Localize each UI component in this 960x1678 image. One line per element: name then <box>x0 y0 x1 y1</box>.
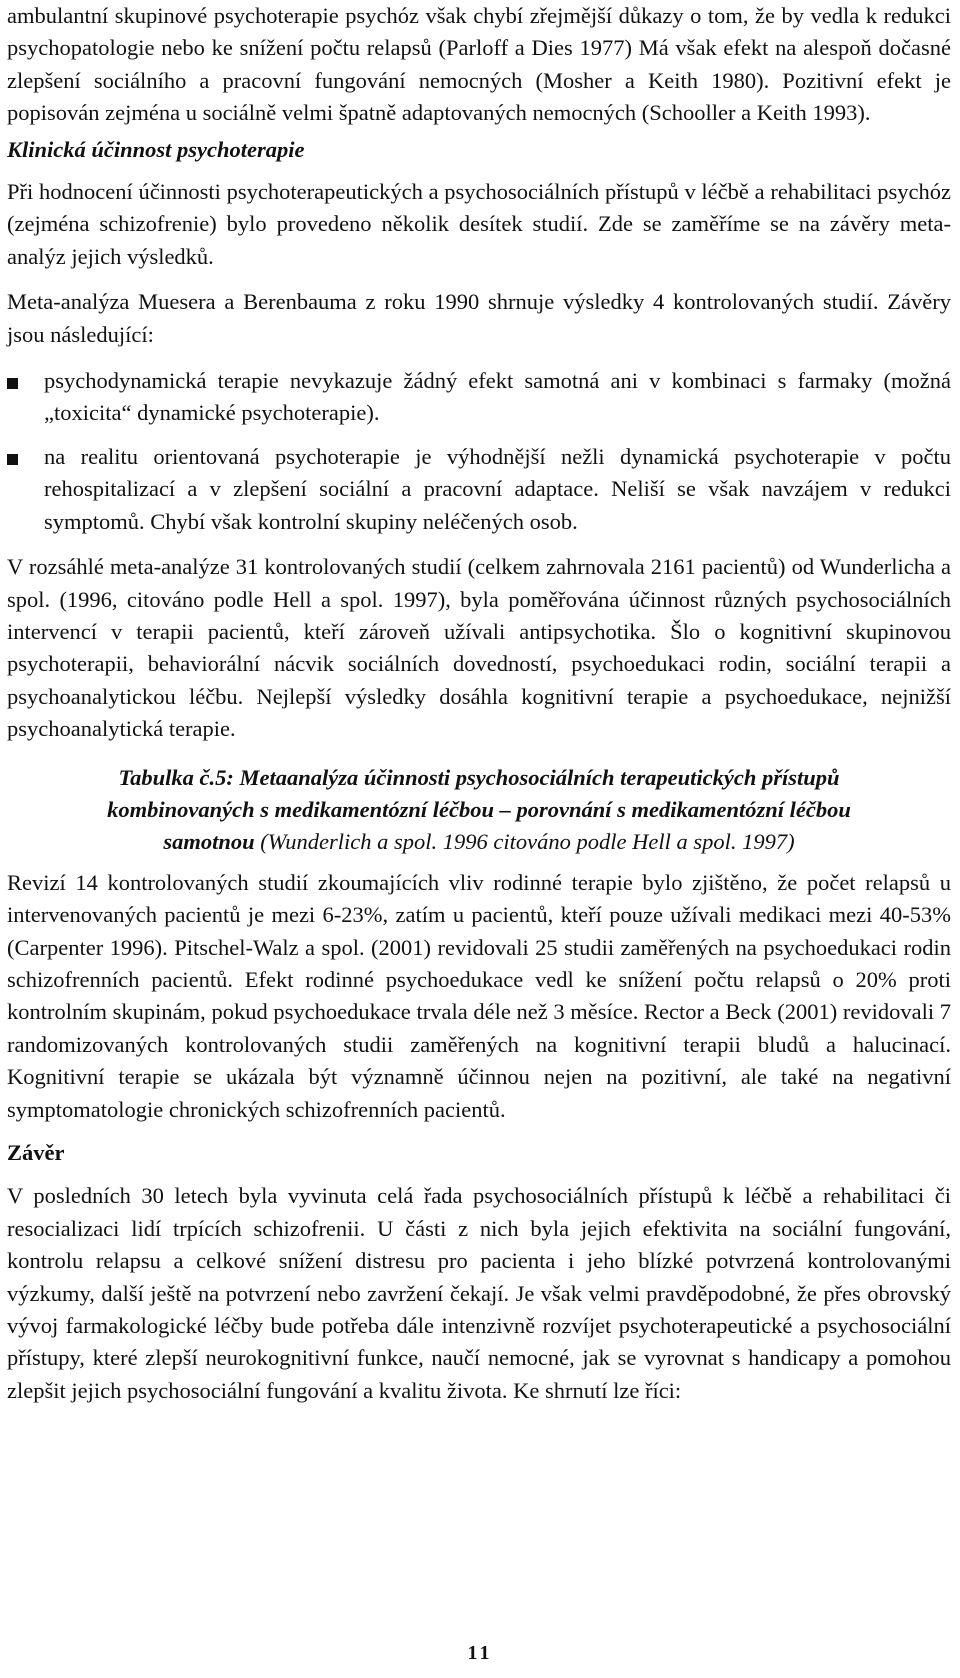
section-heading-conclusion: Závěr <box>7 1140 65 1165</box>
caption-title-part-2: kombinovaných s medikamentózní léčbou – porovnání s medikamentózní léčbou <box>107 796 851 822</box>
list-item <box>7 441 951 538</box>
paragraph-group-psychotherapy: ambulantní skupinové psychoterapie psychóz však chybí zřejmější důkazy o tom, že by vedla k redukci psychopatologie nebo ke snížení počtu relapsů (Parloff a Dies 1977) Má však efekt na alespoň dočasné zlepšení sociálního a pracovní fungování nemocných (Mosher a Keith 1980). Pozitivní efekt je popisován zejména u sociálně velmi špatně adaptovaných nemocných (Schooller a Keith 1993). <box>7 3 951 126</box>
caption-line-1 <box>7 762 951 794</box>
paragraph-conclusion: V posledních 30 letech byla vyvinuta celá řada psychosociálních přístupů k léčbě a rehabilitaci či resocializaci lidí trpících schizofrenii. U části z nich byla jejich efektivita na sociální fungování, kontrolu relapsu a celkové snížení distresu pro pacienta i jeho blízké potvrzená kontrolovanými výzkumy, další ještě na potvrzení nebo zavržení čekají. Je však velmi pravděpodobné, že přes obrovský vývoj farmakologické léčby bude potřeba dále intenzivně rozvíjet psychoterapeutické a psychosociální přístupy, které zlepší neurokognitivní funkce, naučí nemocné, jak se vyrovnat s handicapy a pomohou zlepšit jejich psychosociální fungování a kvalitu života. Ke shrnutí lze říci: <box>7 1183 951 1403</box>
table-caption <box>7 762 951 859</box>
document-page <box>7 0 951 1407</box>
section-heading-clinical: Klinická účinnost psychoterapie <box>7 136 305 162</box>
list-item-text: na realitu orientovaná psychoterapie je výhodnější nežli dynamická psychoterapie v počtu rehospitalizací a v zlepšení sociální a pracovní adaptace. Neliší se však navzájem v redukci symptomů. Chybí však kontrolní skupiny neléčených osob. <box>44 443 951 534</box>
page-number: 11 <box>467 1642 493 1664</box>
conclusions-list <box>7 365 951 538</box>
paragraph-family-therapy-review: Revizí 14 kontrolovaných studií zkoumajících vliv rodinné terapie bylo zjištěno, že počet relapsů u intervenovaných pacientů je mezi 6-23%, zatím u pacientů, kteří pouze užívali medikaci mezi 40-53% (Carpenter 1996). Pitschel-Walz a spol. (2001) revidovali 25 studii zaměřených na psychoedukaci rodin schizofrenních pacientů. Efekt rodinné psychoedukace vedl ke snížení počtu relapsů o 20% proti kontrolním skupinám, pokud psychoedukace trvala déle než 3 měsíce. Rector a Beck (2001) revidovali 7 randomizovaných kontrolovaných studii zaměřených na kognitivní terapii bludů a halucinací. Kognitivní terapie se ukázala být významně účinnou nejen na pozitivní, ale také na negativní symptomatologie chronických schizofrenních pacientů. <box>7 869 951 1122</box>
caption-line-2 <box>7 794 951 826</box>
bullet-square-icon <box>7 454 18 465</box>
paragraph-muesera-meta-analysis: Meta-analýza Muesera a Berenbauma z roku 1990 shrnuje výsledky 4 kontrolovaných studií. Závěry jsou následující: <box>7 289 951 347</box>
paragraph-clinical-efficacy: Při hodnocení účinnosti psychoterapeutických a psychosociálních přístupů v léčbě a rehabilitaci psychóz (zejména schizofrenie) bylo provedeno několik desítek studií. Zde se zaměříme se na závěry meta-analýz jejich výsledků. <box>7 179 951 269</box>
caption-line-3 <box>7 826 951 858</box>
bullet-square-icon <box>7 378 18 389</box>
paragraph-wunderlich-meta-analysis: V rozsáhlé meta-analýze 31 kontrolovaných studií (celkem zahrnovala 2161 pacientů) od Wunderlicha a spol. (1996, citováno podle Hell a spol. 1997), byla poměřována účinnost různých psychosociálních intervencí v terapii pacientů, kteří zároveň užívali antipsychotika. Šlo o kognitivní skupinovou psychoterapii, behaviorální nácvik sociálních dovedností, psychoedukaci rodin, sociální terapii a psychoanalytickou léčbu. Nejlepší výsledky dosáhla kognitivní terapie a psychoedukace, nejnižší psychoanalytická terapie. <box>7 554 951 742</box>
list-item-text: psychodynamická terapie nevykazuje žádný efekt samotná ani v kombinaci s farmaky (možná „toxicita“ dynamické psychoterapie). <box>44 368 951 426</box>
caption-title-part-1: Tabulka č.5: Metaanalýza účinnosti psychosociálních terapeutických přístupů <box>118 764 840 790</box>
list-item <box>7 365 951 430</box>
caption-source: (Wunderlich a spol. 1996 citováno podle Hell a spol. 1997) <box>254 829 795 855</box>
caption-title-part-3: samotnou <box>163 829 255 855</box>
